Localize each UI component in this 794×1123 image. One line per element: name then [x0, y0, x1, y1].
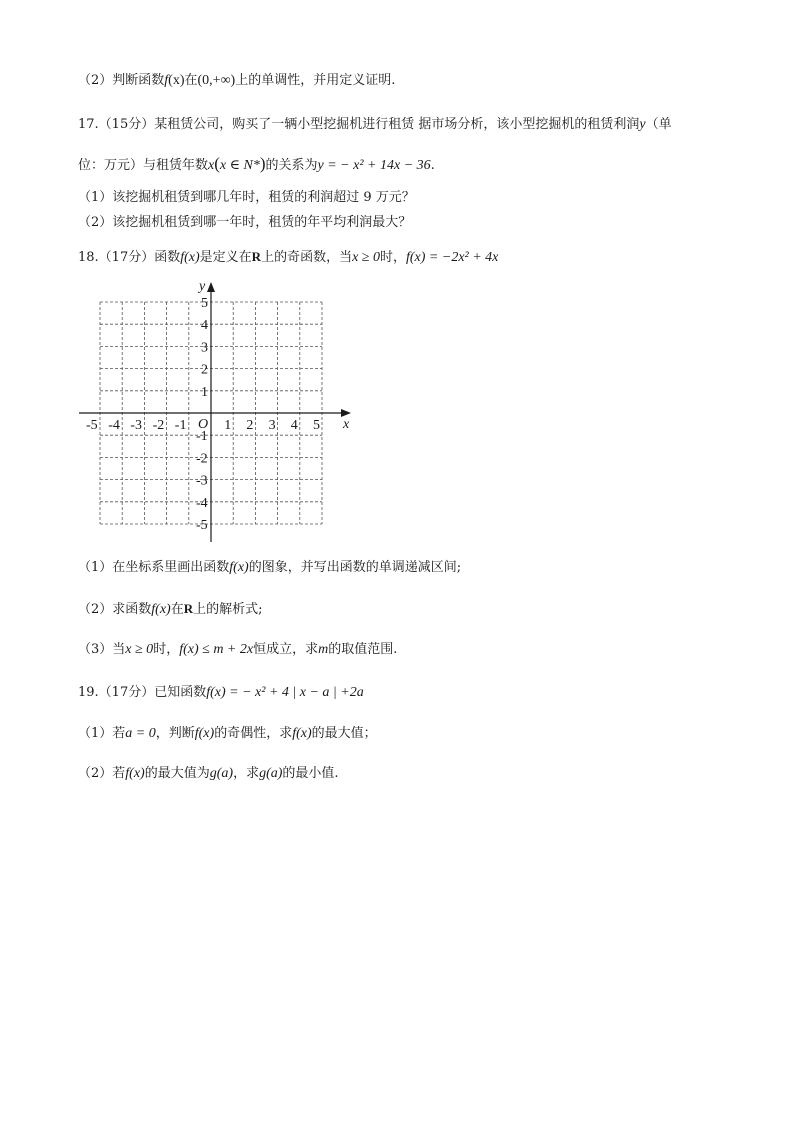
- q17-stem-line2: 位：万元）与租赁年数x(x ∈ N*)的关系为y = − x² + 14x − 36.: [78, 154, 435, 173]
- y-tick-label: 5: [201, 296, 208, 311]
- x-tick-label: -5: [86, 418, 98, 433]
- coordinate-grid: [75, 278, 365, 548]
- q16-part2: （2）判断函数f(x)在(0,+∞)上的单调性，并用定义证明.: [78, 73, 396, 88]
- x-tick-label: 3: [268, 418, 276, 433]
- x-tick-label: 4: [290, 418, 298, 433]
- y-tick-label: -1: [196, 429, 208, 445]
- y-tick-label: -4: [196, 495, 208, 511]
- q18-stem: 18.（17分）函数f(x)是定义在R上的奇函数，当x ≥ 0时，f(x) = −2x² + 4x: [78, 249, 499, 265]
- x-tick-label: -4: [108, 418, 120, 433]
- y-tick-label: -2: [196, 451, 208, 467]
- y-tick-label: -3: [196, 473, 208, 489]
- x-tick-label: -3: [130, 418, 143, 433]
- x-axis-arrow-icon: [341, 409, 351, 417]
- q17-part1: （1）该挖掘机租赁到哪几年时，租赁的利润超过 9 万元？: [78, 190, 415, 205]
- y-axis-label: y: [199, 279, 206, 294]
- q18-part2: （2）求函数f(x)在R上的解析式;: [78, 601, 263, 617]
- x-tick-label: 5: [313, 418, 320, 433]
- y-tick-label: -5: [196, 518, 208, 533]
- q17-part2: （2）该挖掘机租赁到哪一年时，租赁的年平均利润最大？: [78, 215, 412, 230]
- y-tick-label: 2: [201, 362, 208, 378]
- q19-part1: （1）若a = 0，判断f(x)的奇偶性，求f(x)的最大值；: [78, 726, 377, 741]
- q19-stem: 19.（17分）已知函数f(x) = − x² + 4 | x − a | +2a: [78, 685, 364, 700]
- x-tick-label: 1: [224, 418, 232, 433]
- q17-stem-line1: 17.（15分）某租赁公司，购买了一辆小型挖掘机进行租赁 据市场分析，该小型挖掘机的租赁利润y（单: [78, 117, 672, 132]
- y-tick-label: 1: [201, 384, 208, 400]
- origin-label: O: [198, 417, 209, 432]
- y-axis-arrow-icon: [207, 282, 215, 292]
- x-tick-label: -2: [152, 418, 165, 433]
- q18-part1: （1）在坐标系里画出函数f(x)的图象，并写出函数的单调递减区间;: [78, 560, 462, 575]
- q19-part2: （2）若f(x)的最大值为g(a)，求g(a)的最小值.: [78, 766, 339, 781]
- q18-part3: （3）当x ≥ 0时，f(x) ≤ m + 2x恒成立，求m的取值范围.: [78, 642, 398, 657]
- x-tick-label: -1: [174, 418, 187, 433]
- y-tick-label: 3: [201, 340, 208, 356]
- x-axis-label: x: [343, 417, 350, 432]
- y-tick-label: 4: [201, 318, 208, 334]
- x-tick-label: 2: [246, 418, 254, 433]
